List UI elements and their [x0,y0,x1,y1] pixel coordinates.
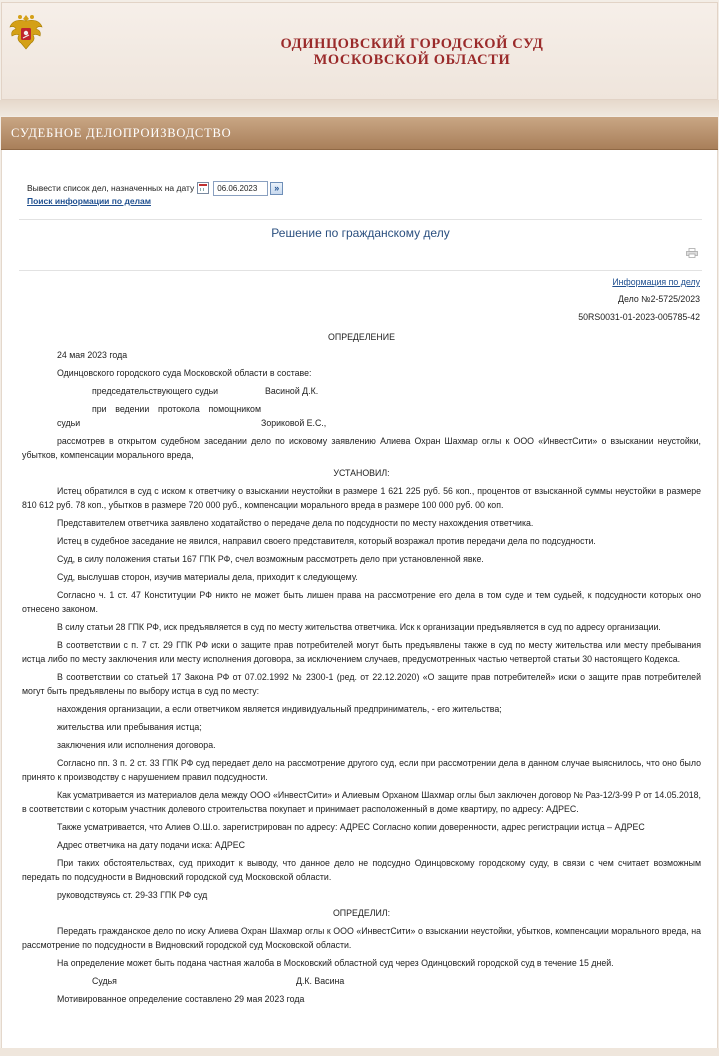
secretary-name: Зориковой Е.С., [261,418,327,428]
calendar-icon[interactable] [197,182,209,194]
signature-label: Судья [92,976,117,986]
section-bar [1,117,718,150]
signature-line [22,974,701,988]
judge-line [22,384,701,398]
paragraph: Представителем ответчика заявлено ходатайство о передаче дела по подсудности по месту нахождения ответчика. [57,518,534,528]
header-divider [0,100,719,116]
paragraph: Истец в судебное заседание не явился, направил своего представителя, который возражал против передачи дела по подсудности. [57,536,596,546]
case-uid: 50RS0031-01-2023-005785-42 [578,312,700,322]
paragraph: жительства или пребывания истца; [57,722,202,732]
paragraph: Адрес ответчика на дату подачи иска: АДРЕС [57,840,246,850]
date-filter-row [27,180,283,196]
paragraph: Суд, выслушав сторон, изучив материалы дела, приходит к следующему. [57,572,358,582]
case-number: Дело №2-5725/2023 [618,294,700,304]
court-title-line1: ОДИНЦОВСКИЙ ГОРОДСКОЙ СУД [280,36,544,52]
paragraph: На определение может быть подана частная жалоба в Московский областной суд через Одинцовский городской суд в течение 15 дней. [57,958,614,968]
secretary-line [22,402,701,430]
established-heading: УСТАНОВИЛ: [333,468,390,478]
paragraph: В силу статьи 28 ГПК РФ, иск предъявляется в суд по месту жительства ответчика. Иск к организации предъявляется в суд по адресу организации. [57,622,661,632]
court-title-line2: МОСКОВСКОЙ ОБЛАСТИ [313,52,511,68]
search-cases-link[interactable]: Поиск информации по делам [27,196,151,206]
paragraph: нахождения организации, а если ответчиком является индивидуальный предприниматель, - его жительства; [57,704,502,714]
print-icon[interactable] [686,248,698,258]
divider [19,270,702,271]
paragraph: Истец обратился в суд с иском к ответчику о взыскании неустойки в размере 1 621 225 руб. 56 коп., процентов от взысканной суммы неустойки в размере 810 612 руб. 78 коп., убытков в размере 720 000 руб., компенсации морального вреда в размере 100 000 руб. 00 коп. [22,486,701,510]
decided-heading: ОПРЕДЕЛИЛ: [332,908,391,918]
court-composition: Одинцовского городского суда Московской области в составе: [57,368,312,378]
case-info-link[interactable]: Информация по делу [612,277,700,287]
judge-name: Васиной Д.К. [265,386,319,396]
date-filter-label: Вывести список дел, назначенных на дату [27,183,195,193]
paragraph: Суд, в силу положения статьи 167 ГПК РФ, счел возможным рассмотреть дело при установленной явке. [57,554,484,564]
paragraph: Как усматривается из материалов дела между ООО «ИнвестСити» и Алиевым Орханом Шахмар оглы был заключен договор № Раз-12/3-99 Р от 14.05.2018, в соответствии с которым участник долевого строительства покупает и принимает расположенный в доме квартиру, по адресу: АДРЕС. [22,790,701,814]
paragraph: заключения или исполнения договора. [57,740,216,750]
date-input[interactable] [213,181,268,196]
document-title: ОПРЕДЕЛЕНИЕ [328,332,395,342]
signature-name: Д.К. Васина [296,976,345,986]
divider [19,219,702,220]
paragraph: рассмотрев в открытом судебном заседании дело по исковому заявлению Алиева Охран Шахмар оглы к ООО «ИнвестСити» о взыскании неустойки, убытков, компенсации морального вреда, [22,436,701,460]
paragraph: Согласно ч. 1 ст. 47 Конституции РФ никто не может быть лишен права на рассмотрение его дела в том суде и тем судьей, к подсудности которых оно отнесено законом. [22,590,701,614]
motivated-note: Мотивированное определение составлено 29 мая 2023 года [57,994,305,1004]
russian-emblem-icon [8,11,44,53]
paragraph: Согласно пп. 3 п. 2 ст. 33 ГПК РФ суд передает дело на рассмотрение другого суд, если при рассмотрении дела в данном случае выяснилось, что оно было принято к производству с нарушением правил подсудности. [22,758,701,782]
content-area [1,150,718,1048]
paragraph: В соответствии с п. 7 ст. 29 ГПК РФ иски о защите прав потребителей могут быть предъявлены также в суд по месту жительства или месту пребывания истца либо по месту заключения или месту исполнения договора, за исключением случаев, предусмотренных частью четвертой статьи 30 настоящего Кодекса. [22,640,701,664]
judge-label: председательствующего судьи [92,386,219,396]
document-date: 24 мая 2023 года [57,350,128,360]
site-header [1,2,718,100]
paragraph: При таких обстоятельствах, суд приходит к выводу, что данное дело не подсудно Одинцовскому городскому суду, в связи с чем считает возможным передать по подсудности в Видновский городской суд Московской области. [22,858,701,882]
section-title: СУДЕБНОЕ ДЕЛОПРОИЗВОДСТВО [11,126,232,140]
footer-strip [0,1048,719,1056]
paragraph: руководствуясь ст. 29-33 ГПК РФ суд [57,890,208,900]
go-button[interactable]: » [270,182,283,195]
court-title [202,36,622,68]
paragraph: Передать гражданское дело по иску Алиева Охран Шахмар оглы к ООО «ИнвестСити» о взыскании неустойки, убытков, компенсации морального вреда, на рассмотрение по подсудности в Видновский городской суд Московской области. [22,926,701,950]
secretary-label: при ведении протокола помощником судьи [57,404,261,428]
paragraph: Также усматривается, что Алиев О.Ш.о. зарегистрирован по адресу: АДРЕС Согласно копии доверенности, адрес регистрации истца – АДРЕС [57,822,645,832]
paragraph: В соответствии со статьей 17 Закона РФ от 07.02.1992 № 2300-1 (ред. от 22.12.2020) «О защите прав потребителей» иски о защите прав потребителей могут быть предъявлены по выбору истца в суд по месту: [22,672,701,696]
document-text [22,328,701,1010]
document-heading: Решение по гражданскому делу [271,226,450,240]
